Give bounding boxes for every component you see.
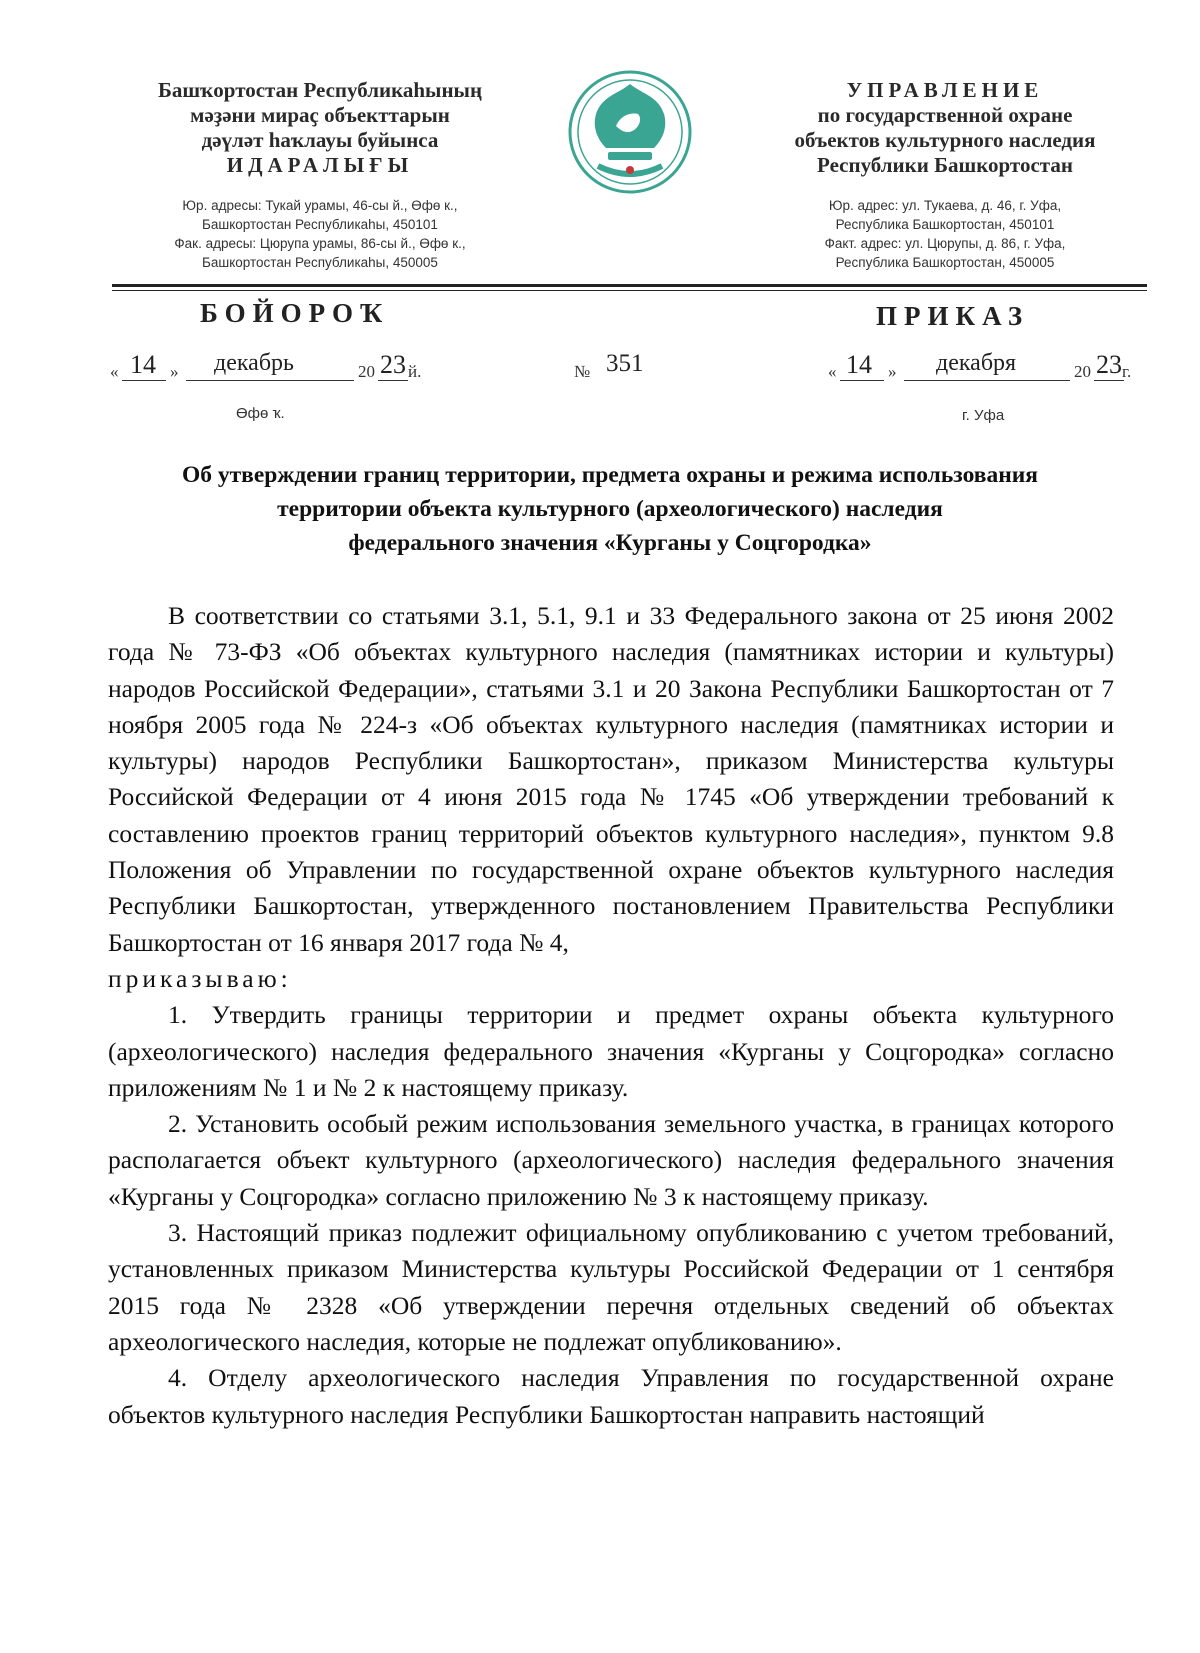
year-suffix: г. [1122, 362, 1132, 381]
place-left: Өфө ҡ. [236, 405, 285, 422]
address-line: Юр. адрес: ул. Тукаева, д. 46, г. Уфа, [828, 198, 1062, 213]
org-name-line: УПРАВЛЕНИЕ [846, 78, 1044, 102]
title-line: федерального значения «Курганы у Соцгородка» [348, 530, 872, 556]
date-left [110, 350, 440, 386]
address-line: Республика Башкортостан, 450005 [835, 255, 1055, 270]
org-name-line: объектов культурного наследия [794, 128, 1096, 152]
order-title [105, 458, 1115, 560]
day-underline [122, 380, 166, 381]
address-line: Факт. адрес: ул. Цюрупы, д. 86, г. Уфа, [824, 236, 1066, 251]
order-word: приказываю: [108, 963, 292, 993]
order-item: 3. Настоящий приказ подлежит официальному опубликованию с учетом требований, установленных приказом Министерства культуры Российской Федерации от 1 сентября 2015 года № 2328 «Об утверждении перечня отдельных сведений об объектах археологического наследия, которые не подлежат опубликованию». [108, 1218, 1114, 1356]
order-item: 1. Утвердить границы территории и предмет охраны объекта культурного (археологического) наследия федерального значения «Курганы у Соцгородка» согласно приложениям № 1 и № 2 к настоящему приказу. [108, 1000, 1114, 1102]
year-value: 23 [380, 350, 406, 379]
year-value: 23 [1096, 350, 1122, 379]
org-name-line: мәҙәни мираҫ объекттарын [190, 103, 450, 127]
day-value: 14 [130, 350, 156, 379]
org-name-line: Республики Башкортостан [817, 153, 1073, 177]
year-suffix: й. [408, 362, 422, 381]
preamble-paragraph: В соответствии со статьями 3.1, 5.1, 9.1 и 33 Федерального закона от 25 июня 2002 года № 73-ФЗ «Об объектах культурного наследия (памятниках истории и культуры) народов Российской Федерации», статьями 3.1 и 20 Закона Республики Башкортостан от 7 ноября 2005 года № 224-з «Об объектах культурного наследия (памятниках истории и культуры) народов Республики Башкортостан», приказом Министерства культуры Российской Федерации от 4 июня 2015 года № 1745 «Об утверждении требований к составлению проектов границ территорий объектов культурного наследия», пунктом 9.8 Положения об Управлении по государственной охране объектов культурного наследия Республики Башкортостан, утвержденного постановлением Правительства Республики Башкортостан от 16 января 2017 года № 4, [108, 601, 1114, 957]
address-line: Республика Башкортостан, 450101 [835, 217, 1055, 232]
quote-close: » [888, 362, 897, 381]
order-number [574, 350, 694, 386]
address-line: Фак. адресы: Цюрупа урамы, 86-сы й., Өфө к., [174, 236, 466, 251]
month-value: декабрь [214, 350, 294, 376]
header-divider [112, 284, 1147, 287]
quote-close: » [170, 362, 179, 381]
order-item: 4. Отделу археологического наследия Управления по государственной охране объектов культурного наследия Республики Башкортостан направить настоящий [108, 1363, 1114, 1429]
header-right [770, 78, 1120, 272]
doc-type-russian: ПРИКАЗ [876, 301, 1030, 331]
org-name-line: Башҡортостан Республикаһының [157, 78, 483, 102]
day-underline [840, 380, 884, 381]
quote-open: « [828, 362, 837, 381]
org-name-line: ИДАРАЛЫҒЫ [226, 153, 414, 177]
day-value: 14 [846, 350, 872, 379]
year-underline [1094, 380, 1124, 381]
org-name-line: дәүләт һаҡлауы буйынса [201, 128, 439, 152]
year-prefix: 20 [1074, 362, 1091, 381]
place-right: г. Уфа [962, 407, 1005, 424]
address-line: Башкортостан Республикаһы, 450005 [202, 255, 438, 270]
address-line: Башкортостан Республикаһы, 450101 [202, 217, 438, 232]
quote-open: « [110, 362, 119, 381]
coat-of-arms-icon [568, 70, 692, 194]
number-sign: № [574, 362, 591, 381]
month-underline [186, 380, 354, 381]
month-value: декабря [936, 350, 1017, 376]
year-underline [378, 380, 408, 381]
order-body [108, 598, 1114, 1433]
org-name-line: по государственной охране [817, 103, 1073, 127]
order-item: 2. Установить особый режим использования земельного участка, в границах которого располагается объект культурного (археологического) наследия федерального значения «Курганы у Соцгородка» согласно приложению № 3 к настоящему приказу. [108, 1109, 1114, 1211]
header-divider-thin [112, 290, 1147, 291]
month-underline [904, 380, 1070, 381]
number-value: 351 [606, 350, 644, 377]
doc-type-bashkir: БОЙОРОҠ [200, 298, 390, 328]
header-left [100, 78, 540, 272]
address-block [100, 196, 540, 272]
address-line: Юр. адресы: Тукай урамы, 46-сы й., Өфө к., [182, 198, 458, 213]
year-prefix: 20 [358, 362, 375, 381]
date-right [828, 350, 1138, 386]
title-line: Об утверждении границ территории, предмета охраны и режима использования [181, 462, 1038, 488]
address-block [770, 196, 1120, 272]
title-line: территории объекта культурного (археологического) наследия [277, 496, 943, 522]
